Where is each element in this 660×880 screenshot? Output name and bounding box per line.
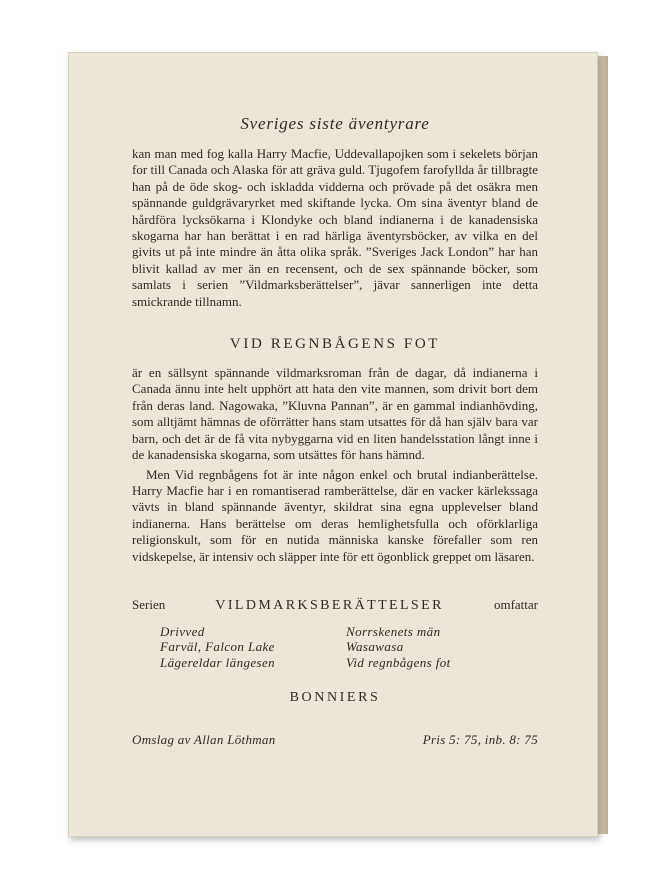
series-prefix: Serien bbox=[132, 596, 166, 612]
series-name: VILDMARKSBERÄTTELSER bbox=[215, 597, 444, 613]
series-title: Drivved bbox=[160, 623, 205, 639]
series-title: Norrskenets män bbox=[346, 623, 441, 639]
series-title: Vid regnbågens fot bbox=[346, 654, 451, 670]
paragraph-description: är en sällsynt spännande vildmarksroman från de dagar, då indianerna i Canada ännu inte helt upphört att hata den vite mannen, som drivit bort dem från deras land. Nagowaka, ”Kluvna Pannan”, är en gammal indianhövding, som alltjämt hämnas de oförrätter hans stam utsattes för då han själv bara var barn, och det är de få vita nybyggarna vid en liten handelsstation långt inne i de kanadensiska skogarna, som utsättes för hans hämnd. bbox=[132, 365, 538, 463]
series-title-list bbox=[160, 624, 538, 671]
series-line bbox=[132, 597, 538, 614]
publisher-name: BONNIERS bbox=[289, 690, 381, 706]
book-back-cover bbox=[68, 52, 598, 837]
series-suffix: omfattar bbox=[493, 596, 538, 612]
paragraph-description-2: Men Vid regnbågens fot är inte någon enkel och brutal indianberättelse. Harry Macfie har i en romantiserad ramberättelse, där en vacker kärlekssaga vävts in bland spännande äventyr, skildrat sina egna upplevelser bland indianerna. Hans berättelse om deras hemlighetsfulla och oförklarliga religionskult, som för en nutida människa kanske förefaller som ren vidskepelse, är intensiv och släpper inte för ett ögonblick greppet om läsaren. bbox=[132, 466, 538, 564]
heading-book-title: VID REGNBÅGENS FOT bbox=[229, 336, 441, 353]
series-title: Farväl, Falcon Lake bbox=[160, 639, 275, 655]
cover-text bbox=[132, 114, 538, 748]
series-title: Wasawasa bbox=[346, 639, 404, 655]
paragraph-intro: kan man med fog kalla Harry Macfie, Uddevallapojken som i sekelets början for till Canada och Alaska för att gräva guld. Tjugofem farofyllda år tillbragte han på de öde skog- och iskladda vidderna och prövade på det osäkra men spännande guldgrävaryrket med skiftande lycka. Om sina äventyr bland de hårdföra lycksökarna i Klondyke och bland indianerna i de kanadensiska skogarna har han berättat i en rad härliga äventyrsböcker, av vilka en del givits ut på inte mindre än åtta olika språk. ”Sveriges Jack London” har han blivit kallad av mer än en recensent, och de sex spännande böcker, som samlats i serien ”Vildmarksberättelser”, jävar sannerligen inte detta smickrande tillnamn. bbox=[132, 146, 538, 309]
series-title: Lägereldar längesen bbox=[160, 654, 276, 670]
book-page-edge bbox=[598, 56, 608, 834]
cover-footer bbox=[132, 732, 538, 748]
heading-sveriges-siste: Sveriges siste äventyrare bbox=[240, 114, 430, 133]
price-label: Pris 5: 75, inb. 8: 75 bbox=[422, 732, 538, 748]
cover-credit: Omslag av Allan Löthman bbox=[132, 732, 276, 748]
